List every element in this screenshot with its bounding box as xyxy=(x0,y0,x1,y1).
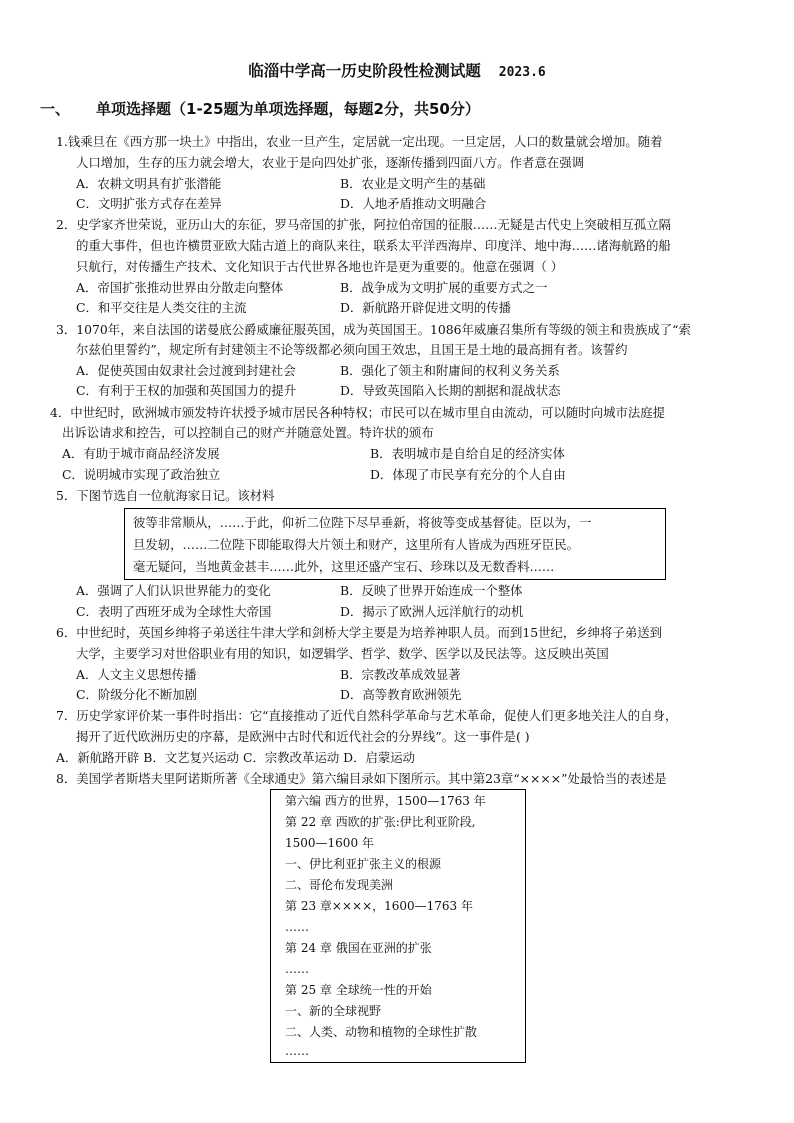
toc-line: 二、人类、动物和植物的全球性扩散 xyxy=(285,1025,478,1039)
q3-stem-1: 3．1070年，来自法国的诺曼底公爵威廉征服英国，成为英国国王。1086年威廉召集所有等级的领主和贵族成了“索 xyxy=(56,322,691,337)
q5-option-c: C．表明了西班牙成为全球性大帝国 xyxy=(76,604,272,619)
q8-toc-box xyxy=(270,789,526,1063)
q5-option-d: D．揭示了欧洲人远洋航行的动机 xyxy=(340,604,524,619)
q4-option-b: B．表明城市是自给自足的经济实体 xyxy=(370,446,565,461)
toc-line: 第 24 章 俄国在亚洲的扩张 xyxy=(285,941,432,955)
toc-line: 一、新的全球视野 xyxy=(285,1004,382,1018)
q1-stem-2: 人口增加，生存的压力就会增大，农业于是向四处扩张，逐渐传播到四面八方。作者意在强调 xyxy=(76,155,585,170)
toc-line: 1500—1600 年 xyxy=(285,836,374,850)
q5-quote-line-3: 毫无疑问，当地黄金甚丰……此外，这里还盛产宝石、珍珠以及无数香料…… xyxy=(133,559,555,574)
q1-stem-1: 1.钱乘旦在《西方那一块土》中指出，农业一旦产生，定居就一定出现。一旦定居，人口的数量就会增加。随着 xyxy=(56,134,663,149)
q1-option-c: C．文明扩张方式存在差异 xyxy=(76,196,222,211)
q7-options: A．新航路开辟 B．文艺复兴运动 C．宗教改革运动 D．启蒙运动 xyxy=(56,750,416,765)
q7-stem-2: 揭开了近代欧洲历史的序幕，是欧洲中古时代和近代社会的分界线”。这一事件是( ) xyxy=(76,729,530,744)
q5-option-b: B．反映了世界开始连成一个整体 xyxy=(340,583,523,598)
q4-stem-1: 4．中世纪时，欧洲城市颁发特许状授予城市居民各种特权；市民可以在城市里自由流动，可以随时向城市法庭提 xyxy=(50,405,666,420)
q6-option-d: D．高等教育欧洲领先 xyxy=(340,687,462,702)
toc-line: …… xyxy=(285,962,309,976)
q6-option-c: C．阶级分化不断加剧 xyxy=(76,687,197,702)
page-title xyxy=(0,59,794,81)
exam-date: 2023.6 xyxy=(498,65,546,80)
q5-stem: 5．下图节选自一位航海家日记。该材料 xyxy=(56,488,275,503)
q6-option-b: B．宗教改革成效显著 xyxy=(340,667,461,682)
toc-line: 第六编 西方的世界，1500—1763 年 xyxy=(285,794,486,808)
q8-stem: 8．美国学者斯塔夫里阿诺斯所著《全球通史》第六编目录如下图所示。其中第23章“××××”处最恰当的表述是 xyxy=(56,771,667,786)
toc-line: 第 22 章 西欧的扩张:伊比利亚阶段, xyxy=(285,815,476,829)
q2-stem-2: 的重大事件，但也许横贯亚欧大陆古道上的商队来往，联系太平洋西海岸、印度洋、地中海……诸海航路的船 xyxy=(76,238,671,253)
q2-stem-3: 只航行，对传播生产技术、文化知识于古代世界各地也许是更为重要的。他意在强调（ ） xyxy=(76,259,564,274)
q3-stem-2: 尔兹伯里誓约”，规定所有封建领主不论等级都必须向国王效忠，且国王是土地的最高拥有者。该誓约 xyxy=(76,342,628,357)
q4-stem-2: 出诉讼请求和控告，可以控制自己的财产并随意处置。特许状的颁布 xyxy=(62,425,434,440)
q5-option-a: A．强调了人们认识世界能力的变化 xyxy=(76,583,271,598)
q2-option-c: C．和平交往是人类交往的主流 xyxy=(76,300,247,315)
q5-quote-box xyxy=(124,508,666,580)
q3-option-a: A．促使英国由奴隶社会过渡到封建社会 xyxy=(76,363,296,378)
toc-line: 二、哥伦布发现美洲 xyxy=(285,878,394,892)
q7-stem-1: 7．历史学家评价某一事件时指出：它“直接推动了近代自然科学革命与艺术革命，促使人们更多地关注人的自身， xyxy=(56,708,678,723)
toc-line: 第 25 章 全球统一性的开始 xyxy=(285,983,432,997)
q2-option-b: B．战争成为文明扩展的重要方式之一 xyxy=(340,280,548,295)
toc-line: 第 23 章××××，1600—1763 年 xyxy=(285,899,474,913)
toc-line: …… xyxy=(285,920,309,934)
toc-line: …… xyxy=(285,1044,309,1058)
section-heading: 一、 单项选择题（1-25题为单项选择题，每题2分，共50分） xyxy=(40,100,480,118)
q4-option-a: A．有助于城市商品经济发展 xyxy=(62,446,220,461)
q3-option-b: B．强化了领主和附庸间的权利义务关系 xyxy=(340,363,560,378)
q6-option-a: A．人文主义思想传播 xyxy=(76,667,197,682)
q1-option-a: A．农耕文明具有扩张潜能 xyxy=(76,176,222,191)
q2-option-a: A．帝国扩张推动世界由分散走向整体 xyxy=(76,280,284,295)
q6-stem-1: 6．中世纪时，英国乡绅将子弟送往牛津大学和剑桥大学主要是为培养神职人员。而到15世纪，乡绅将子弟送到 xyxy=(56,625,663,640)
q5-quote-line-1: 彼等非常顺从，……于此，仰祈二位陛下尽早垂新，将彼等变成基督徒。臣以为，一 xyxy=(133,515,592,530)
exam-title: 临淄中学高一历史阶段性检测试题 xyxy=(248,62,481,80)
q1-option-d: D．人地矛盾推动文明融合 xyxy=(340,196,487,211)
toc-line: 一、伊比利亚扩张主义的根源 xyxy=(285,857,442,871)
q3-option-d: D．导致英国陷入长期的割据和混战状态 xyxy=(340,383,561,398)
q4-option-d: D．体现了市民享有充分的个人自由 xyxy=(370,467,566,482)
q2-option-d: D．新航路开辟促进文明的传播 xyxy=(340,300,512,315)
q4-option-c: C．说明城市实现了政治独立 xyxy=(62,467,221,482)
q5-quote-line-2: 旦发轫，……二位陛下即能取得大片领土和财产，这里所有人皆成为西班牙臣民。 xyxy=(133,537,580,552)
q6-stem-2: 大学，主要学习对世俗职业有用的知识，如逻辑学、哲学、数学、医学以及民法等。这反映出英国 xyxy=(76,646,609,661)
q3-option-c: C．有利于王权的加强和英国国力的提升 xyxy=(76,383,297,398)
q2-stem-1: 2．史学家齐世荣说，亚历山大的东征，罗马帝国的扩张，阿拉伯帝国的征服……无疑是古代史上突破相互孤立隔 xyxy=(56,217,672,232)
q1-option-b: B．农业是文明产生的基础 xyxy=(340,176,486,191)
